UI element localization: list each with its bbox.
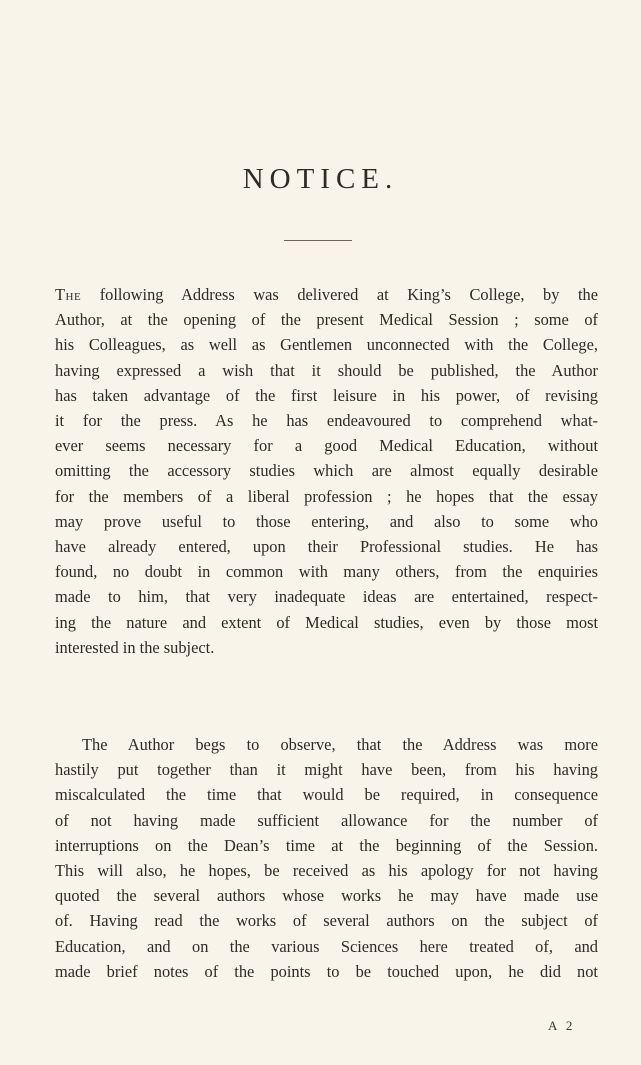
text-line [55, 282, 598, 307]
text-line [55, 833, 598, 858]
line-text: of. Having read the works of several authors on the subject of [55, 911, 598, 931]
line-text: Education, and on the various Sciences here treated of, and [55, 936, 598, 956]
page-title: NOTICE. [242, 163, 399, 195]
text-line [55, 934, 598, 959]
line-text: ing the nature and extent of Medical studies, even by those most [55, 612, 598, 632]
line-text: made to him, that very inadequate ideas are entertained, respect- [55, 587, 598, 607]
line-text: The Author begs to observe, that the Address was more [82, 735, 598, 754]
title-rule [284, 240, 352, 241]
text-line [55, 509, 598, 534]
line-text: omitting the accessory studies which are almost equally desirable [55, 461, 598, 481]
line-text: have already entered, upon their Professional studies. He has [55, 537, 598, 556]
text-line [55, 858, 598, 883]
text-line [55, 610, 598, 635]
line-text: miscalculated the time that would be required, in consequence [55, 785, 598, 805]
line-text: interested in the subject. [55, 637, 215, 657]
line-text: has taken advantage of the first leisure in his power, of revising [55, 385, 598, 405]
text-line [55, 458, 598, 483]
text-line [55, 534, 598, 559]
text-line [55, 959, 598, 984]
line-text: ever seems necessary for a good Medical Education, without [55, 436, 598, 456]
text-line [55, 782, 598, 807]
text-line [55, 635, 214, 660]
line-text: interruptions on the Dean’s time at the beginning of the Session. [55, 835, 598, 855]
line-text: may prove useful to those entering, and also to some who [55, 511, 598, 531]
text-line [55, 332, 598, 357]
text-line [55, 433, 598, 458]
line-text: having expressed a wish that it should be published, the Author [55, 360, 598, 380]
line-text: of not having made sufficient allowance for the number of [55, 810, 598, 830]
line-text: following Address was delivered at King’s College, by the [81, 285, 598, 304]
text-line [55, 908, 598, 933]
text-line [55, 307, 598, 332]
line-text: hastily put together than it might have been, from his having [55, 760, 598, 780]
text-line [55, 383, 598, 408]
text-line [55, 559, 598, 584]
text-line [55, 358, 598, 383]
line-text: for the members of a liberal profession ; he hopes that the essay [55, 486, 598, 506]
text-line [55, 757, 598, 782]
line-text: This will also, he hopes, be received as his apology for not having [55, 861, 598, 880]
line-text: his Colleagues, as well as Gentlemen unconnected with the College, [55, 335, 598, 355]
line-text: it for the press. As he has endeavoured to comprehend what- [55, 411, 598, 430]
line-text: quoted the several authors whose works he may have made use [55, 886, 598, 906]
drop-lead-word: The [55, 285, 82, 304]
text-line [55, 584, 598, 609]
text-line [55, 808, 598, 833]
text-line [55, 883, 598, 908]
signature-mark: A 2 [548, 1018, 576, 1033]
text-line [55, 408, 598, 433]
text-line [55, 484, 598, 509]
text-line [82, 732, 598, 757]
line-text: made brief notes of the points to be touched upon, he did not [55, 961, 598, 981]
line-text: Author, at the opening of the present Medical Session ; some of [55, 310, 598, 330]
line-text: found, no doubt in common with many others, from the enquiries [55, 562, 598, 582]
